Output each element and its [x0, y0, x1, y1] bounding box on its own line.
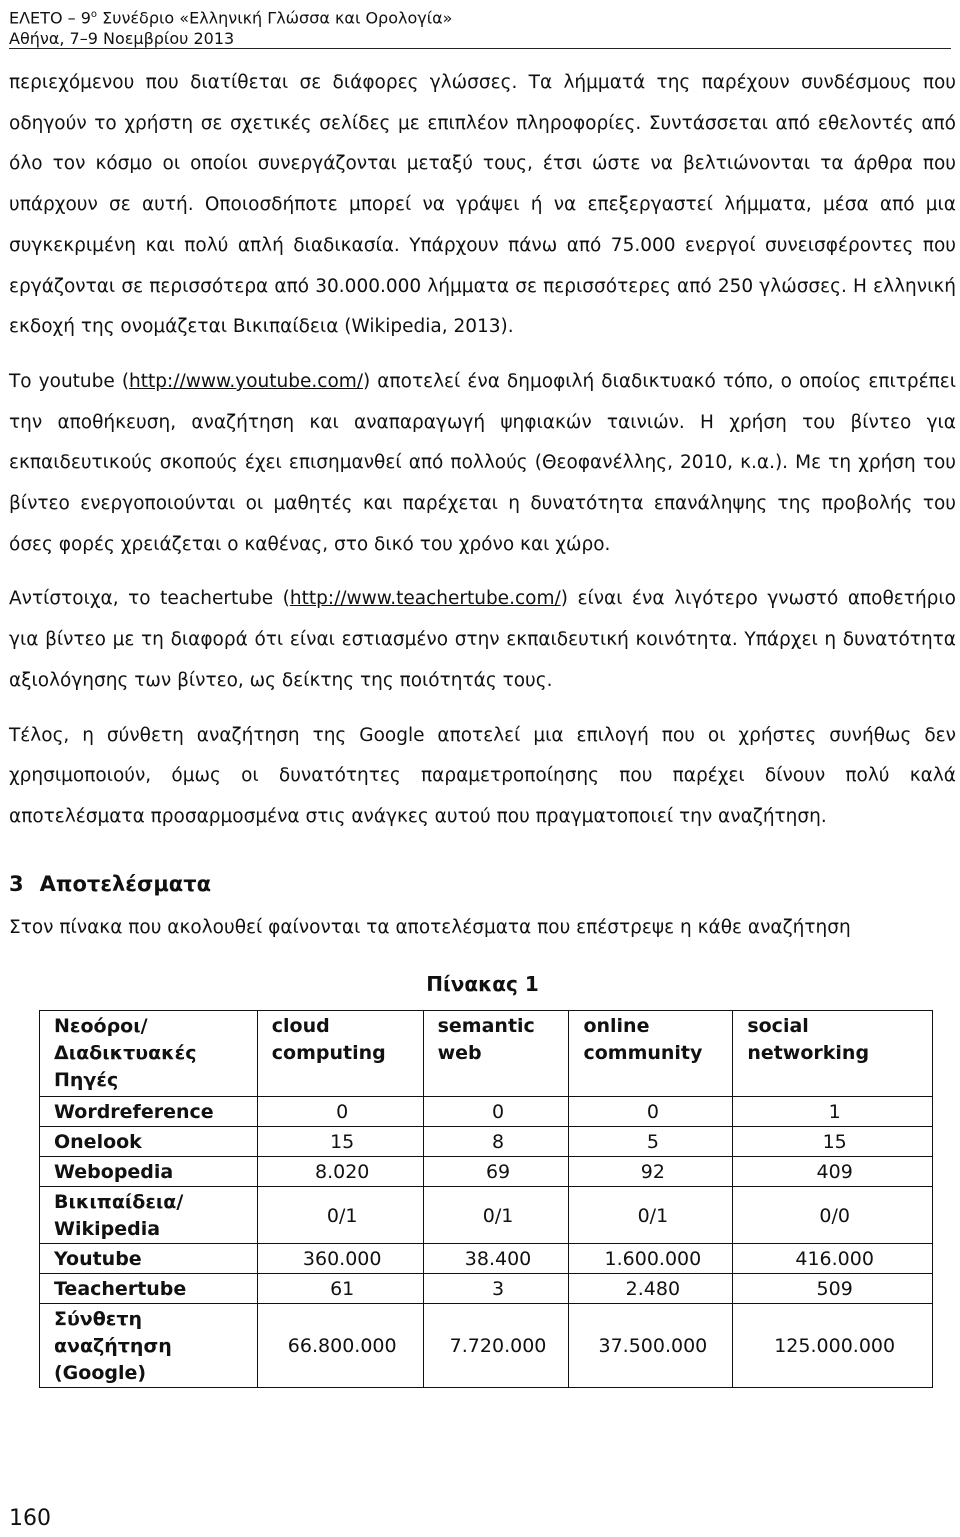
row-value-cell: 66.800.000	[257, 1304, 423, 1388]
header-rule	[9, 48, 951, 49]
row-value-cell: 92	[569, 1157, 733, 1187]
youtube-link[interactable]: http://www.youtube.com/	[129, 370, 364, 392]
row-source-cell: Webopedia	[40, 1157, 258, 1187]
row-value-cell: 15	[257, 1127, 423, 1157]
teachertube-link[interactable]: http://www.teachertube.com/	[289, 588, 561, 610]
row-source-cell: Βικιπαίδεια/ Wikipedia	[40, 1187, 258, 1244]
row-source-cell: Teachertube	[40, 1274, 258, 1304]
header-cell-semantic-web: semantic web	[423, 1011, 569, 1097]
row-value-cell: 5	[569, 1127, 733, 1157]
row-source-cell: Onelook	[40, 1127, 258, 1157]
row-source-cell: Σύνθετη αναζήτηση (Google)	[40, 1304, 258, 1388]
header-conference: ΕΛΕΤΟ – $9^o$ Συνέδριο «Ελληνική Γλώσσα και Ορολογία»	[9, 8, 453, 28]
section-heading	[9, 864, 956, 904]
row-value-cell: 8.020	[257, 1157, 423, 1187]
row-value-cell: 1	[733, 1097, 933, 1127]
row-value-cell: 1.600.000	[569, 1244, 733, 1274]
row-source-cell: Wordreference	[40, 1097, 258, 1127]
row-value-cell: 0/1	[423, 1187, 569, 1244]
row-value-cell: 8	[423, 1127, 569, 1157]
row-value-cell: 416.000	[733, 1244, 933, 1274]
row-source-cell: Youtube	[40, 1244, 258, 1274]
paragraph-youtube: Το youtube (http://www.youtube.com/) αποτελεί ένα δημοφιλή διαδικτυακό τόπο, ο οποίος επιτρέπει την αποθήκευση, αναζήτηση και αναπαραγωγή ψηφιακών ταινιών. Η χρήση του βίντεο για εκπαιδευτικούς σκοπούς έχει επισημανθεί από πολλούς (Θεοφανέλλης, 2010, κ.α.). Με τη χρήση του βίντεο ενεργοποιούνται οι μαθητές και παρέχεται η δυνατότητα επανάληψης της προβολής του όσες φορές χρειάζεται ο καθένας, στο δικό του χρόνο και χώρο.	[9, 370, 956, 555]
row-value-cell: 69	[423, 1157, 569, 1187]
table-caption: Πίνακας 1	[426, 972, 539, 997]
section-intro: Στον πίνακα που ακολουθεί φαίνονται τα αποτελέσματα που επέστρεψε η κάθε αναζήτηση	[9, 916, 851, 938]
table-row	[40, 1187, 933, 1244]
results-table	[39, 1010, 933, 1388]
row-value-cell: 0	[423, 1097, 569, 1127]
row-value-cell: 0	[569, 1097, 733, 1127]
header-cell-social-networking: social networking	[733, 1011, 933, 1097]
table-row	[40, 1127, 933, 1157]
table-header-row	[40, 1011, 933, 1097]
running-header	[9, 4, 452, 49]
table-row	[40, 1274, 933, 1304]
header-location-date: Αθήνα, 7–9 Νοεμβρίου 2013	[9, 29, 235, 49]
row-value-cell: 61	[257, 1274, 423, 1304]
row-value-cell: 360.000	[257, 1244, 423, 1274]
row-value-cell: 409	[733, 1157, 933, 1187]
row-value-cell: 37.500.000	[569, 1304, 733, 1388]
table-row	[40, 1304, 933, 1388]
row-value-cell: 38.400	[423, 1244, 569, 1274]
row-value-cell: 2.480	[569, 1274, 733, 1304]
row-value-cell: 0/0	[733, 1187, 933, 1244]
table-row	[40, 1244, 933, 1274]
row-value-cell: 0	[257, 1097, 423, 1127]
paragraph-wikipedia: περιεχόμενου που διατίθεται σε διάφορες γλώσσες. Τα λήμματά της παρέχουν συνδέσμους που οδηγούν το χρήστη σε σχετικές σελίδες με επιπλέον πληροφορίες. Συντάσσεται από εθελοντές από όλο τον κόσμο οι οποίοι συνεργάζονται μεταξύ τους, έτσι ώστε να βελτιώνονται τα άρθρα που υπάρχουν σε αυτή. Οποιοσδήποτε μπορεί να γράψει ή να επεξεργαστεί λήμματα, μέσα από μια συγκεκριμένη και πολύ απλή διαδικασία. Υπάρχουν πάνω από 75.000 ενεργοί συνεισφέροντες που εργάζονται σε περισσότερα από 30.000.000 λήμματα σε περισσότερες από 250 γλώσσες. Η ελληνική εκδοχή της ονομάζεται Βικιπαίδεια (Wikipedia, 2013).	[9, 72, 956, 338]
table-row	[40, 1157, 933, 1187]
page-number: 160	[9, 1506, 51, 1531]
header-cell-cloud-computing: cloud computing	[257, 1011, 423, 1097]
row-value-cell: 7.720.000	[423, 1304, 569, 1388]
row-value-cell: 0/1	[257, 1187, 423, 1244]
row-value-cell: 3	[423, 1274, 569, 1304]
paragraph-google: Τέλος, η σύνθετη αναζήτηση της Google αποτελεί μια επιλογή που οι χρήστες συνήθως δεν χρησιμοποιούν, όμως οι δυνατότητες παραμετροποίησης που παρέχει δίνουν πολύ καλά αποτελέσματα προσαρμοσμένα στις ανάγκες αυτού που πραγματοποιεί την αναζήτηση.	[9, 724, 956, 827]
row-value-cell: 15	[733, 1127, 933, 1157]
row-value-cell: 125.000.000	[733, 1304, 933, 1388]
paragraph-teachertube: Αντίστοιχα, το teachertube (http://www.teachertube.com/) είναι ένα λιγότερο γνωστό αποθετήριο για βίντεο με τη διαφορά ότι είναι εστιασμένο στην εκπαιδευτική κοινότητα. Υπάρχει η δυνατότητα αξιολόγησης των βίντεο, ως δείκτης της ποιότητάς τους.	[9, 588, 956, 691]
row-value-cell: 0/1	[569, 1187, 733, 1244]
section-title: Αποτελέσματα	[39, 871, 212, 896]
table-row	[40, 1097, 933, 1127]
header-cell-source: Νεοόροι/ Διαδικτυακές Πηγές	[40, 1011, 258, 1097]
page-content	[9, 63, 956, 1388]
header-cell-online-community: online community	[569, 1011, 733, 1097]
row-value-cell: 509	[733, 1274, 933, 1304]
section-number: 3	[9, 871, 24, 896]
